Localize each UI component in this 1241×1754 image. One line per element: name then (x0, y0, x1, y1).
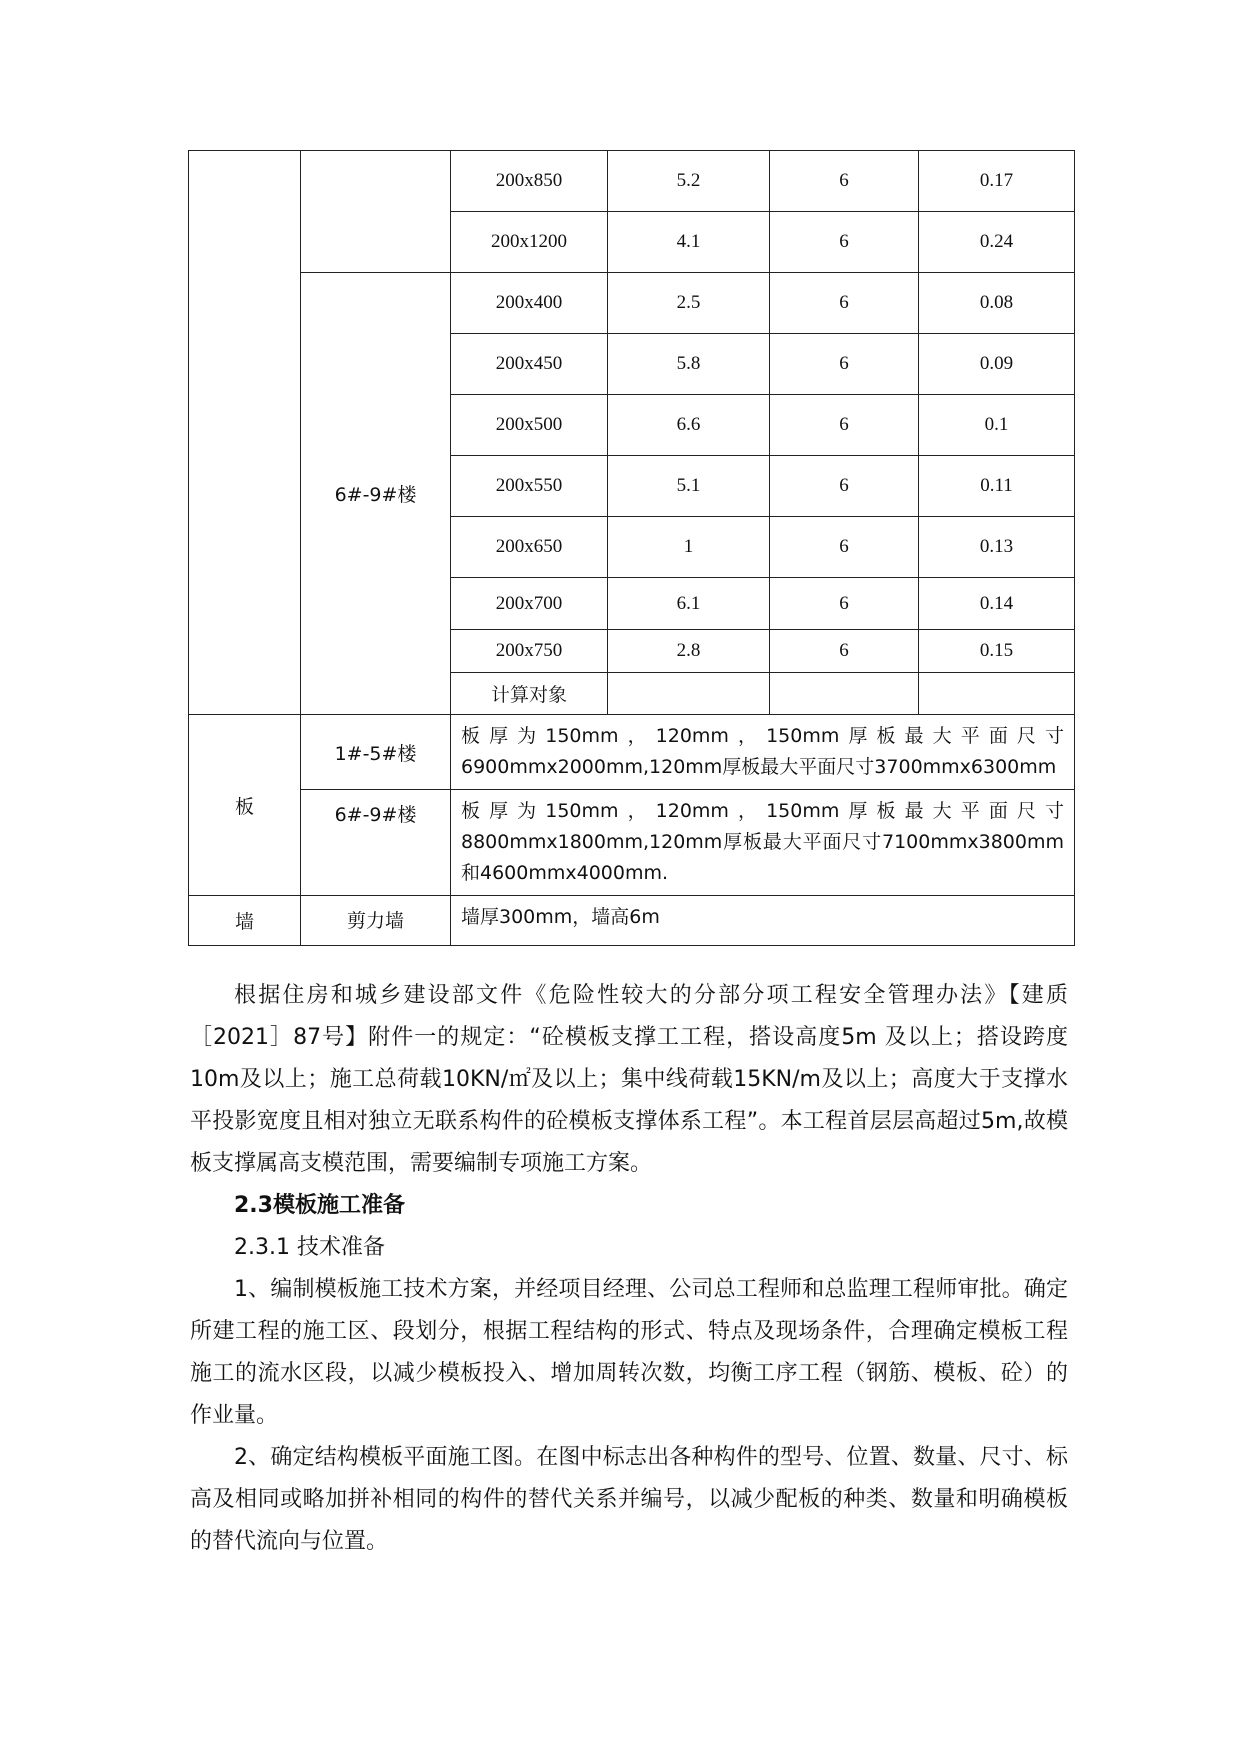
beam-span: 5.8 (608, 334, 770, 395)
beam-height: 6 (770, 395, 919, 456)
beam-span: 5.2 (608, 151, 770, 212)
empty-cell (919, 673, 1075, 715)
table-row (189, 790, 1075, 896)
beam-span: 2.8 (608, 630, 770, 673)
slab-label: 板 (189, 715, 301, 896)
table-row (189, 715, 1075, 790)
beam-load: 0.08 (919, 273, 1075, 334)
slab-building: 6#-9#楼 (301, 790, 451, 896)
beam-height: 6 (770, 212, 919, 273)
formwork-spec-table (188, 150, 1075, 946)
beam-load: 0.11 (919, 456, 1075, 517)
beam-span: 5.1 (608, 456, 770, 517)
beam-load: 0.13 (919, 517, 1075, 578)
empty-cell (608, 673, 770, 715)
beam-size: 200x500 (451, 395, 608, 456)
beam-load: 0.1 (919, 395, 1075, 456)
slab-description: 板厚为150mm，120mm，150mm厚板最大平面尺寸6900mmx2000mm,120mm厚板最大平面尺寸3700mmx6300mm (451, 715, 1075, 790)
beam-height: 6 (770, 630, 919, 673)
beam-size: 200x700 (451, 578, 608, 630)
beam-load: 0.09 (919, 334, 1075, 395)
slab-description: 板厚为150mm，120mm，150mm厚板最大平面尺寸8800mmx1800mm,120mm厚板最大平面尺寸7100mmx3800mm和4600mmx4000mm. (451, 790, 1075, 896)
beam-size: 200x1200 (451, 212, 608, 273)
beam-size: 200x850 (451, 151, 608, 212)
beam-load: 0.14 (919, 578, 1075, 630)
beam-load: 0.24 (919, 212, 1075, 273)
beam-size: 200x650 (451, 517, 608, 578)
table-row (189, 151, 1075, 212)
beam-size: 200x400 (451, 273, 608, 334)
beam-span: 4.1 (608, 212, 770, 273)
beam-span: 2.5 (608, 273, 770, 334)
beam-span: 1 (608, 517, 770, 578)
wall-type: 剪力墙 (301, 896, 451, 946)
beam-span: 6.6 (608, 395, 770, 456)
beam-span: 6.1 (608, 578, 770, 630)
slab-building: 1#-5#楼 (301, 715, 451, 790)
beam-height: 6 (770, 517, 919, 578)
body-section (190, 975, 1068, 1563)
paragraph-regulation: 根据住房和城乡建设部文件《危险性较大的分部分项工程安全管理办法》【建质［2021］87号】附件一的规定：“砼模板支撑工工程，搭设高度5m 及以上；搭设跨度10m及以上；施工总荷载10KN/㎡及以上；集中线荷载15KN/m及以上；高度大于支撑水平投影宽度且相对独立无联系构件的砼模板支撑体系工程”。本工程首层层高超过5m,故模板支撑属高支模范围，需要编制专项施工方案。 (190, 983, 1068, 1176)
calc-object-label: 计算对象 (451, 673, 608, 715)
beam-height: 6 (770, 273, 919, 334)
beam-size: 200x450 (451, 334, 608, 395)
paragraph-technical-prep-1: 1、编制模板施工技术方案，并经项目经理、公司总工程师和总监理工程师审批。确定所建工程的施工区、段划分，根据工程结构的形式、特点及现场条件，合理确定模板工程施工的流水区段，以减少模板投入、增加周转次数，均衡工序工程（钢筋、模板、砼）的作业量。 (190, 1277, 1068, 1428)
table-row (189, 896, 1075, 946)
wall-description: 墙厚300mm，墙高6m (451, 896, 1075, 946)
beam-height: 6 (770, 456, 919, 517)
wall-label: 墙 (189, 896, 301, 946)
beam-category-cell (189, 151, 301, 715)
beam-size: 200x750 (451, 630, 608, 673)
beam-height: 6 (770, 334, 919, 395)
beam-load: 0.15 (919, 630, 1075, 673)
heading-2-3-1: 2.3.1 技术准备 (234, 1235, 385, 1260)
empty-cell (770, 673, 919, 715)
heading-2-3: 2.3模板施工准备 (234, 1193, 405, 1218)
paragraph-technical-prep-2: 2、确定结构模板平面施工图。在图中标志出各种构件的型号、位置、数量、尺寸、标高及相同或略加拼补相同的构件的替代关系并编号，以减少配板的种类、数量和明确模板的替代流向与位置。 (190, 1445, 1068, 1554)
table-row (189, 273, 1075, 334)
beam-size: 200x550 (451, 456, 608, 517)
beam-load: 0.17 (919, 151, 1075, 212)
beam-height: 6 (770, 151, 919, 212)
beam-height: 6 (770, 578, 919, 630)
building-label-6-9: 6#-9#楼 (301, 273, 451, 715)
building-cell-blank (301, 151, 451, 273)
